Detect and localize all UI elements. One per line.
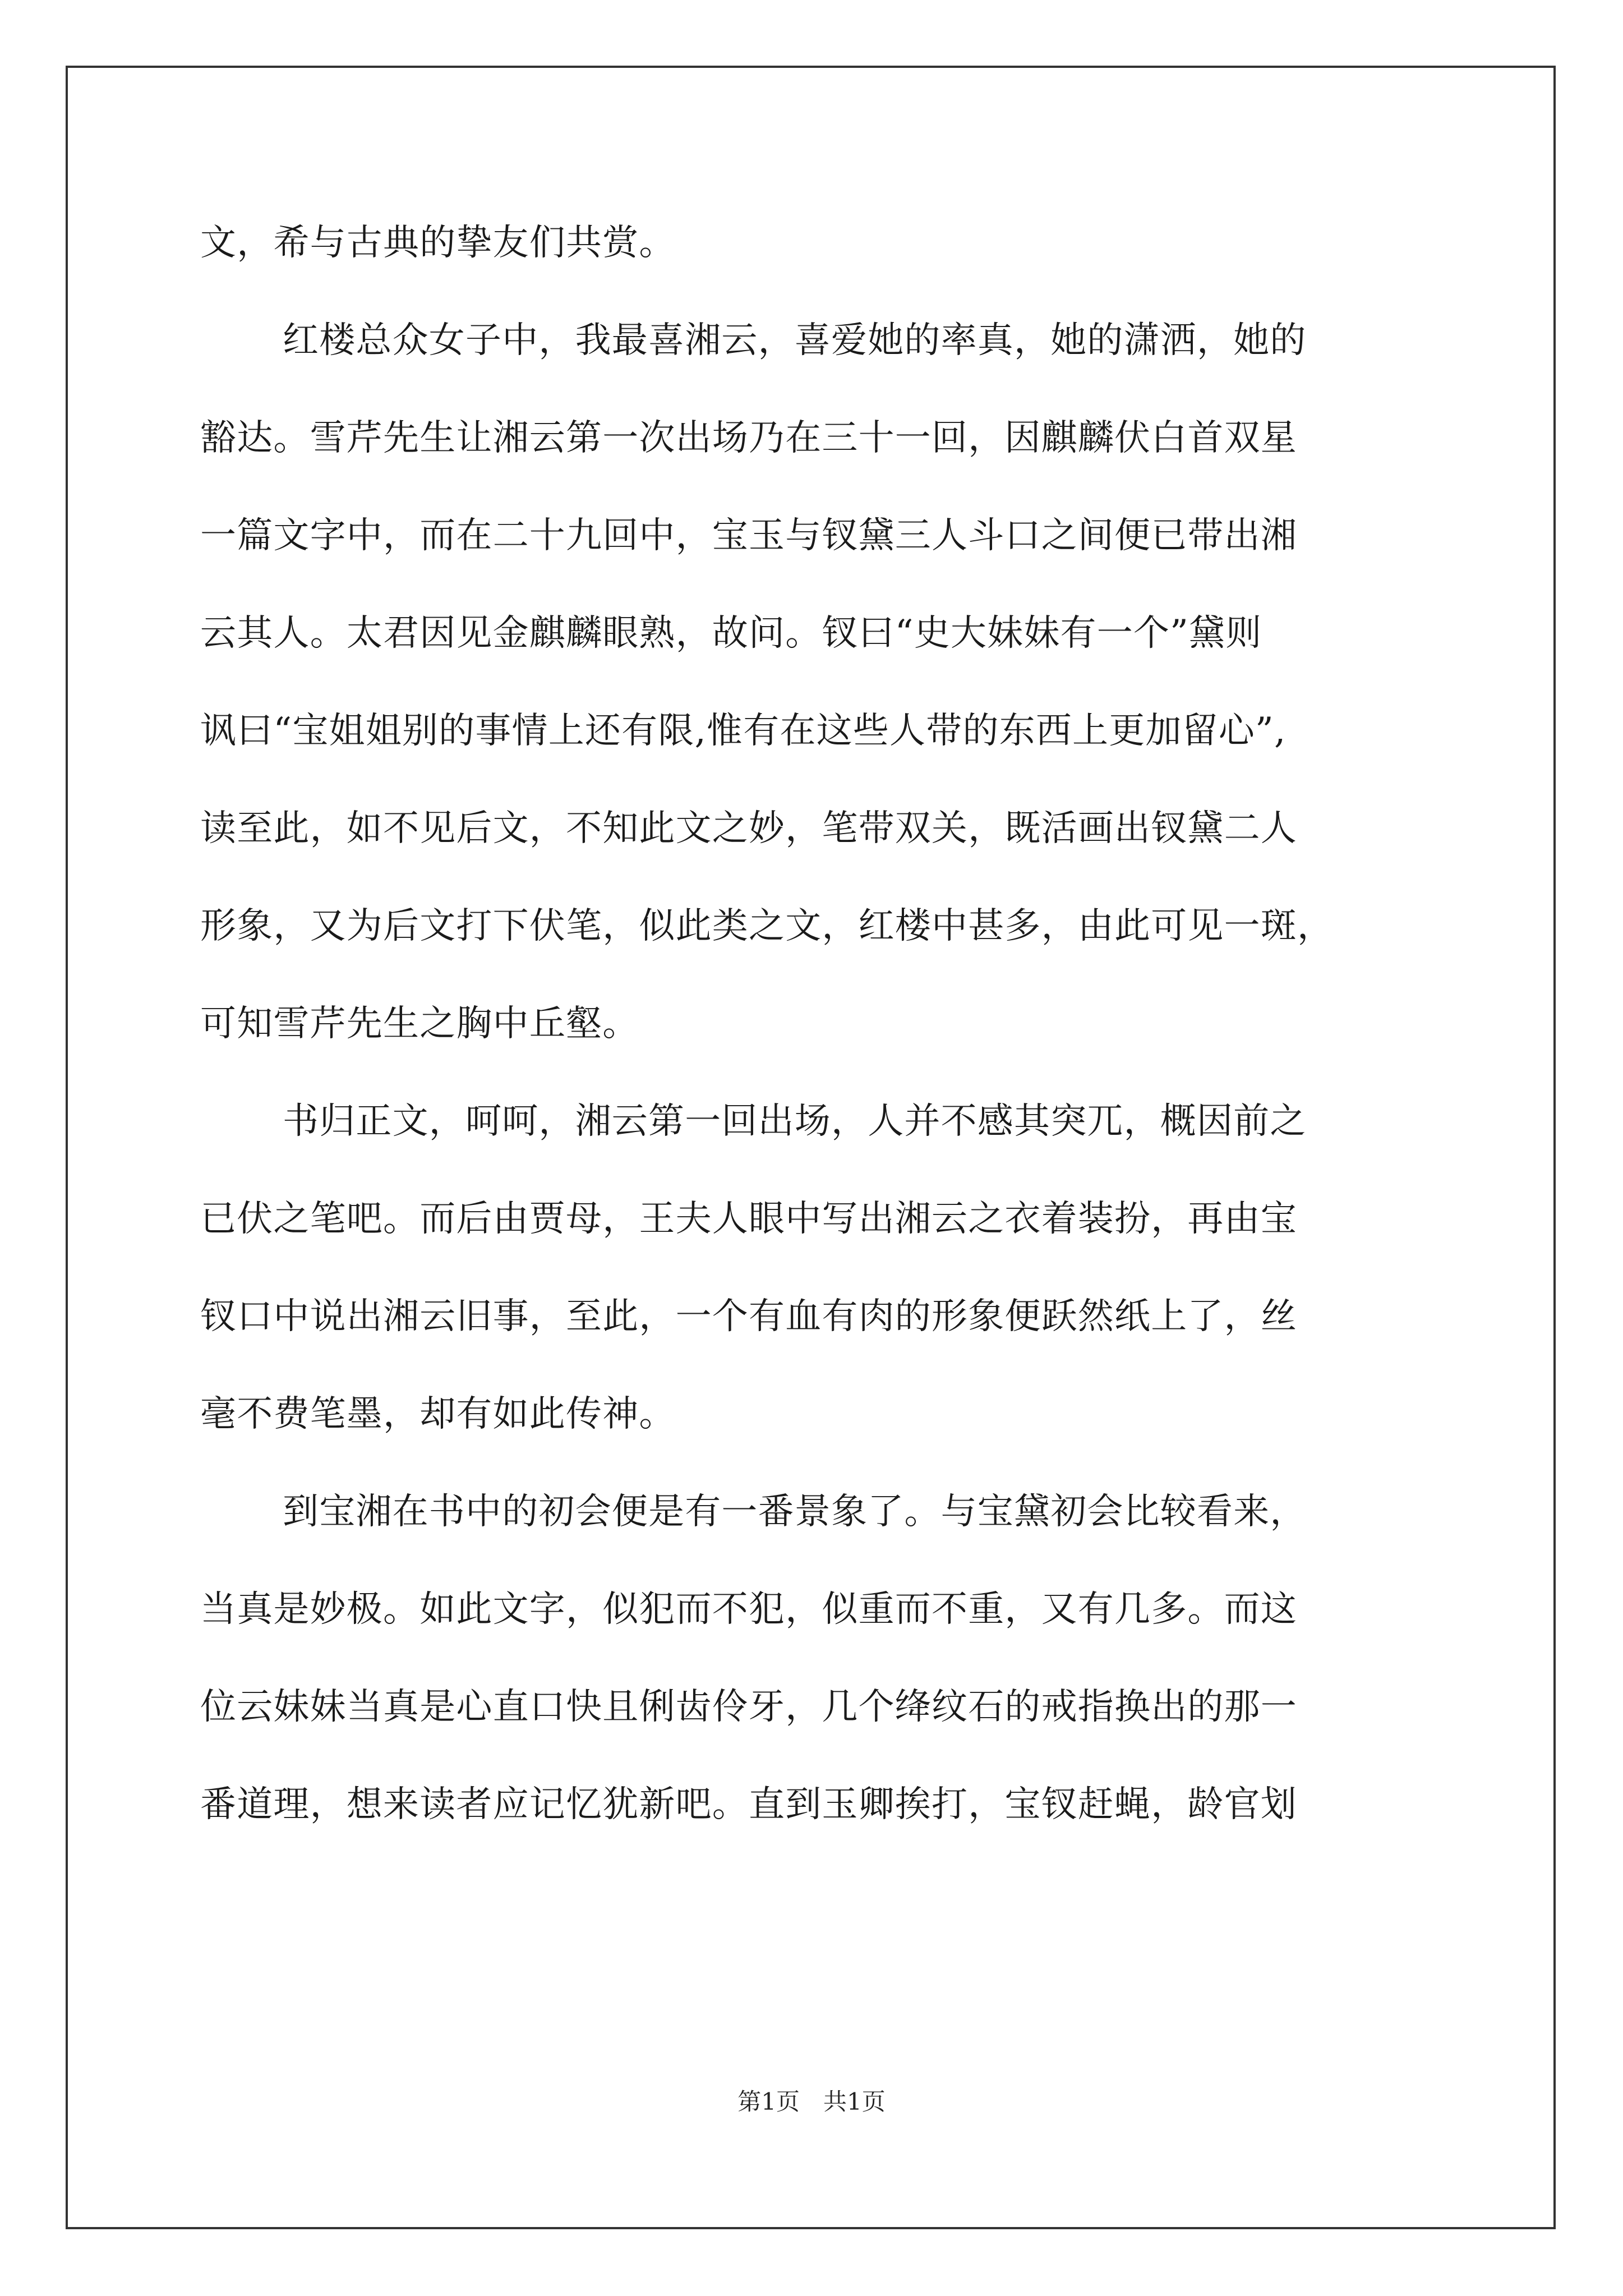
text-line: 到宝湘在书中的初会便是有一番景象了。与宝黛初会比较看来， [283, 1491, 1307, 1533]
text-line: 文，希与古典的挚友们共赏。 [200, 222, 676, 264]
text-line: 毫不费笔墨，却有如此传神。 [200, 1393, 676, 1435]
page-border [66, 66, 1556, 2229]
text-line: 书归正文，呵呵，湘云第一回出场，人并不感其突兀，概因前之 [283, 1101, 1307, 1142]
text-line: 一篇文字中，而在二十九回中，宝玉与钗黛三人斗口之间便已带出湘 [200, 515, 1297, 556]
text-line: 番道理，想来读者应记忆犹新吧。直到玉卿挨打，宝钗赶蝇，龄官划 [200, 1784, 1297, 1825]
text-line: 钗口中说出湘云旧事，至此，一个有血有肉的形象便跃然纸上了，丝 [200, 1296, 1297, 1337]
text-line: 豁达。雪芹先生让湘云第一次出场乃在三十一回，因麒麟伏白首双星 [200, 417, 1297, 459]
text-line: 当真是妙极。如此文字，似犯而不犯，似重而不重，又有几多。而这 [200, 1589, 1297, 1630]
text-line: 位云妹妹当真是心直口快且俐齿伶牙，几个绛纹石的戒指换出的那一 [200, 1686, 1297, 1728]
text-line: 形象，又为后文打下伏笔，似此类之文，红楼中甚多，由此可见一斑， [200, 905, 1334, 947]
text-line: 云其人。太君因见金麒麟眼熟，故问。钗曰“史大妹妹有一个”黛则 [200, 613, 1262, 654]
text-line: 讽曰“宝姐姐别的事情上还有限,惟有在这些人带的东西上更加留心”, [200, 710, 1287, 752]
text-line: 红楼总众女子中，我最喜湘云，喜爱她的率真，她的潇洒，她的 [283, 320, 1307, 361]
text-line: 读至此，如不见后文，不知此文之妙，笔带双关，既活画出钗黛二人 [200, 808, 1297, 849]
page-footer: 第1页 共1页 [737, 2088, 886, 2115]
text-line: 已伏之笔吧。而后由贾母，王夫人眼中写出湘云之衣着装扮，再由宝 [200, 1198, 1297, 1240]
text-line: 可知雪芹先生之胸中丘壑。 [200, 1003, 639, 1045]
